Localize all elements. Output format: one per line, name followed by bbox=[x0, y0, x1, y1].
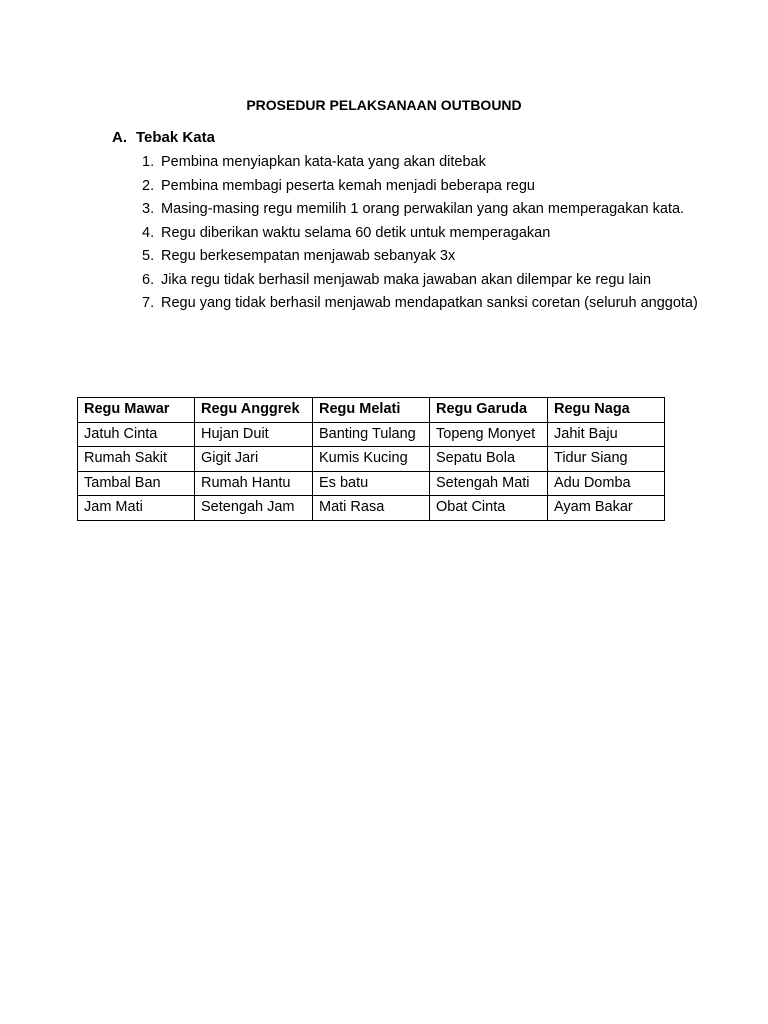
table-cell: Ayam Bakar bbox=[548, 496, 665, 521]
step-number: 6. bbox=[142, 271, 155, 288]
table-cell: Es batu bbox=[313, 471, 430, 496]
column-header: Regu Naga bbox=[548, 398, 665, 423]
section-heading bbox=[112, 128, 215, 148]
step-number: 1. bbox=[142, 154, 155, 170]
table-cell: Adu Domba bbox=[548, 471, 665, 496]
step-text: Pembina menyiapkan kata-kata yang akan ditebak bbox=[161, 154, 486, 170]
procedure-steps bbox=[142, 151, 702, 316]
step-item bbox=[142, 245, 702, 269]
step-item bbox=[142, 222, 702, 246]
table-row bbox=[78, 496, 665, 521]
step-text: Regu diberikan waktu selama 60 detik untuk memperagakan bbox=[161, 224, 551, 241]
table-cell: Sepatu Bola bbox=[430, 447, 548, 472]
step-item bbox=[142, 151, 702, 175]
step-text: Regu yang tidak berhasil menjawab mendapatkan sanksi coretan (seluruh anggota) bbox=[161, 295, 698, 311]
table-header-row bbox=[78, 398, 665, 423]
table-cell: Tidur Siang bbox=[548, 447, 665, 472]
step-text: Masing-masing regu memilih 1 orang perwakilan yang akan memperagakan kata. bbox=[161, 201, 685, 217]
table-cell: Hujan Duit bbox=[195, 422, 313, 447]
table-cell: Obat Cinta bbox=[430, 496, 548, 521]
step-item bbox=[142, 198, 702, 222]
table-row bbox=[78, 447, 665, 472]
table-cell: Jahit Baju bbox=[548, 422, 665, 447]
step-text: Pembina membagi peserta kemah menjadi beberapa regu bbox=[161, 177, 535, 194]
table-cell: Kumis Kucing bbox=[313, 447, 430, 472]
step-item bbox=[142, 269, 702, 293]
document-title: PROSEDUR PELAKSANAAN OUTBOUND bbox=[246, 97, 522, 113]
table-cell: Gigit Jari bbox=[195, 447, 313, 472]
column-header: Regu Garuda bbox=[430, 398, 548, 423]
step-number: 4. bbox=[142, 224, 155, 241]
section-heading-text: Tebak Kata bbox=[136, 129, 215, 146]
table-cell: Mati Rasa bbox=[313, 496, 430, 521]
step-number: 3. bbox=[142, 201, 155, 217]
step-number: 5. bbox=[142, 248, 155, 264]
table-cell: Jam Mati bbox=[78, 496, 195, 521]
word-table bbox=[77, 397, 665, 521]
table-row bbox=[78, 422, 665, 447]
table-cell: Jatuh Cinta bbox=[78, 422, 195, 447]
step-text: Regu berkesempatan menjawab sebanyak 3x bbox=[161, 248, 456, 264]
table-row bbox=[78, 471, 665, 496]
section-marker: A. bbox=[112, 129, 127, 146]
step-text: Jika regu tidak berhasil menjawab maka jawaban akan dilempar ke regu lain bbox=[161, 271, 652, 288]
table-cell: Setengah Mati bbox=[430, 471, 548, 496]
step-item bbox=[142, 292, 702, 316]
step-number: 7. bbox=[142, 295, 155, 311]
column-header: Regu Melati bbox=[313, 398, 430, 423]
column-header: Regu Mawar bbox=[78, 398, 195, 423]
table-cell: Rumah Hantu bbox=[195, 471, 313, 496]
column-header: Regu Anggrek bbox=[195, 398, 313, 423]
step-item bbox=[142, 175, 702, 199]
table-cell: Topeng Monyet bbox=[430, 422, 548, 447]
table-cell: Rumah Sakit bbox=[78, 447, 195, 472]
table-cell: Tambal Ban bbox=[78, 471, 195, 496]
table-cell: Setengah Jam bbox=[195, 496, 313, 521]
step-number: 2. bbox=[142, 177, 155, 194]
table-cell: Banting Tulang bbox=[313, 422, 430, 447]
